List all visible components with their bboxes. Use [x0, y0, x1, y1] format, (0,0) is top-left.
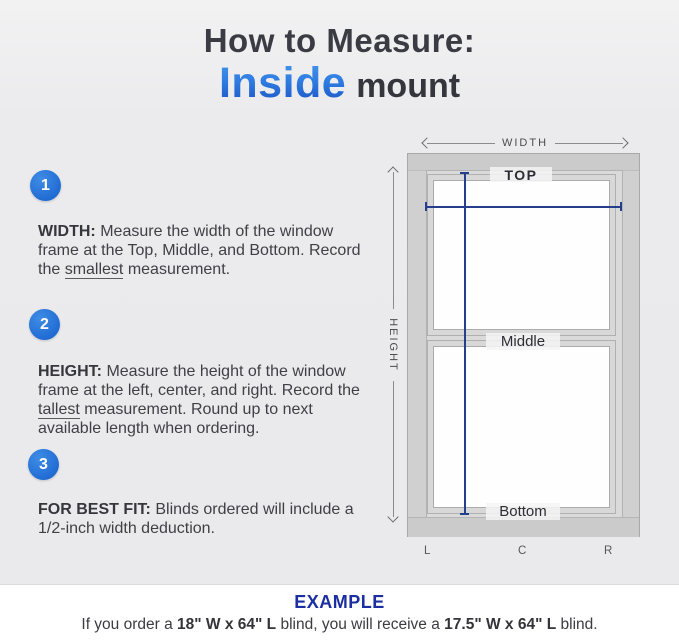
subtitle-mount-word: mount [356, 67, 461, 105]
step-3-text [38, 500, 364, 538]
width-arrow-line-right [555, 143, 623, 144]
example-order-size: 18" W x 64" L [177, 616, 277, 633]
step-3-number: 3 [39, 455, 48, 473]
step-3-body: Blinds ordered will include a 1/2-inch width deduction. [38, 501, 354, 537]
step-1-body-end: measurement. [123, 261, 231, 278]
label-bottom-text: Bottom [499, 503, 547, 520]
marker-right: R [604, 545, 613, 557]
label-bottom [486, 503, 560, 520]
step-3-badge [28, 449, 59, 480]
example-text-after: blind. [556, 616, 598, 633]
marker-center: C [518, 545, 527, 557]
title-block [0, 22, 679, 115]
height-dimension-label-box [387, 311, 399, 379]
height-dimension-arrow [387, 168, 399, 521]
arrow-left-icon [421, 137, 432, 148]
page-subtitle [0, 61, 679, 115]
width-measure-line [426, 206, 622, 208]
example-text-before: If you order a [81, 616, 178, 633]
arrow-down-icon [387, 511, 398, 522]
window-sill [408, 517, 639, 537]
step-2-label: HEIGHT: [38, 363, 102, 380]
label-middle-text: Middle [500, 333, 546, 350]
step-1-body: Measure the width of the window frame at the Top, Middle, and Bottom. Record the [38, 223, 361, 278]
step-2-badge [29, 309, 60, 340]
page-title: How to Measure: [203, 22, 476, 59]
window-pane-bottom [433, 346, 610, 508]
width-dimension-arrow [423, 137, 627, 149]
height-arrow-line-top [393, 172, 394, 309]
label-middle [486, 333, 560, 350]
step-2-body-end: measurement. Round up to next available length when ordering. [38, 401, 313, 437]
height-measure-tick-top [460, 172, 469, 174]
step-1-text [38, 222, 364, 279]
step-2-text [38, 362, 364, 438]
height-arrow-line-bottom [393, 381, 394, 518]
example-heading: EXAMPLE [294, 592, 385, 612]
height-measure-tick-bottom [460, 513, 469, 515]
subtitle-inside-word: Inside [218, 59, 347, 107]
example-text-middle: blind, you will receive a [276, 616, 445, 633]
label-top [490, 167, 552, 182]
example-sentence [0, 616, 679, 634]
label-top-text: TOP [504, 166, 538, 183]
step-2-number: 2 [40, 315, 49, 333]
step-2-underlined-word: tallest [38, 401, 80, 418]
width-arrow-line-left [427, 143, 495, 144]
step-1-label: WIDTH: [38, 223, 96, 240]
window-pane-top [433, 180, 610, 330]
width-dimension-label: WIDTH [501, 137, 549, 149]
height-measure-line [464, 173, 466, 515]
arrow-up-icon [387, 166, 398, 177]
width-measure-tick-right [620, 202, 622, 211]
step-1-underlined-word: smallest [64, 261, 124, 278]
step-1-number: 1 [41, 176, 50, 194]
example-received-size: 17.5" W x 64" L [444, 616, 557, 633]
width-measure-tick-left [425, 202, 427, 211]
step-3-label: FOR BEST FIT: [38, 501, 151, 518]
height-dimension-label: HEIGHT [387, 317, 399, 372]
arrow-right-icon [617, 137, 628, 148]
marker-left: L [424, 545, 431, 557]
step-1-badge [30, 170, 61, 201]
example-section [0, 585, 679, 642]
step-2-body: Measure the height of the window frame at the left, center, and right. Record the [38, 363, 360, 399]
